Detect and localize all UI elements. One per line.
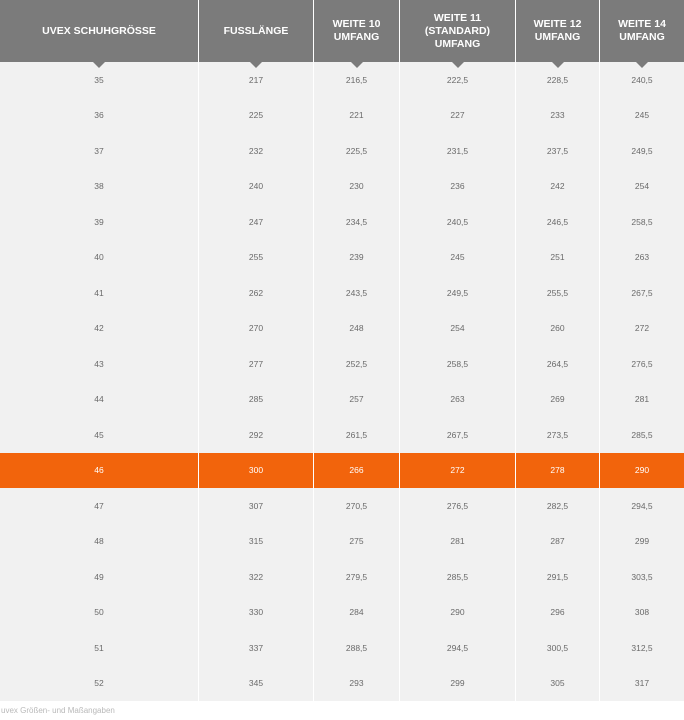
cell-foot-length: 232 bbox=[199, 133, 314, 169]
header-pointer-arrow bbox=[250, 62, 262, 68]
table-row bbox=[0, 204, 684, 240]
cell-width-12: 305 bbox=[516, 666, 600, 702]
cell-width-14: 299 bbox=[600, 524, 684, 560]
column-header-shoe-size bbox=[0, 0, 199, 62]
cell-width-10: 234,5 bbox=[314, 204, 400, 240]
cell-shoe-size: 37 bbox=[0, 133, 199, 169]
cell-width-10: 293 bbox=[314, 666, 400, 702]
table-row bbox=[0, 417, 684, 453]
cell-width-10: 257 bbox=[314, 382, 400, 418]
table-row bbox=[0, 275, 684, 311]
cell-width-10: 221 bbox=[314, 98, 400, 134]
cell-width-14: 308 bbox=[600, 595, 684, 631]
cell-width-11: 245 bbox=[400, 240, 516, 276]
cell-foot-length: 322 bbox=[199, 559, 314, 595]
cell-width-14: 245 bbox=[600, 98, 684, 134]
cell-width-11: 258,5 bbox=[400, 346, 516, 382]
cell-shoe-size: 44 bbox=[0, 382, 199, 418]
cell-shoe-size: 51 bbox=[0, 630, 199, 666]
cell-width-10: 230 bbox=[314, 169, 400, 205]
header-row bbox=[0, 0, 684, 62]
cell-width-10: 225,5 bbox=[314, 133, 400, 169]
cell-width-10: 239 bbox=[314, 240, 400, 276]
cell-width-14: 290 bbox=[600, 453, 684, 489]
cell-width-14: 285,5 bbox=[600, 417, 684, 453]
cell-foot-length: 307 bbox=[199, 488, 314, 524]
cell-width-11: 254 bbox=[400, 311, 516, 347]
cell-foot-length: 217 bbox=[199, 62, 314, 98]
cell-width-14: 272 bbox=[600, 311, 684, 347]
cell-shoe-size: 36 bbox=[0, 98, 199, 134]
cell-width-14: 258,5 bbox=[600, 204, 684, 240]
header-pointer-arrow bbox=[93, 62, 105, 68]
cell-width-11: 294,5 bbox=[400, 630, 516, 666]
column-header-width-12 bbox=[516, 0, 600, 62]
cell-width-11: 272 bbox=[400, 453, 516, 489]
table-row bbox=[0, 488, 684, 524]
cell-width-11: 299 bbox=[400, 666, 516, 702]
header-pointer-arrow bbox=[452, 62, 464, 68]
cell-foot-length: 225 bbox=[199, 98, 314, 134]
cell-width-14: 281 bbox=[600, 382, 684, 418]
cell-width-12: 282,5 bbox=[516, 488, 600, 524]
cell-width-11: 240,5 bbox=[400, 204, 516, 240]
cell-width-11: 227 bbox=[400, 98, 516, 134]
cell-foot-length: 315 bbox=[199, 524, 314, 560]
column-header-width-11 bbox=[400, 0, 516, 62]
cell-shoe-size: 50 bbox=[0, 595, 199, 631]
cell-width-12: 273,5 bbox=[516, 417, 600, 453]
cell-shoe-size: 46 bbox=[0, 453, 199, 489]
cell-shoe-size: 52 bbox=[0, 666, 199, 702]
column-header-label: UVEX SCHUHGRÖSSE bbox=[42, 24, 156, 37]
column-header-label: FUSSLÄNGE bbox=[223, 24, 289, 37]
cell-width-12: 233 bbox=[516, 98, 600, 134]
table-row bbox=[0, 169, 684, 205]
cell-width-10: 284 bbox=[314, 595, 400, 631]
cell-width-11: 267,5 bbox=[400, 417, 516, 453]
cell-width-11: 222,5 bbox=[400, 62, 516, 98]
cell-width-10: 275 bbox=[314, 524, 400, 560]
cell-width-12: 287 bbox=[516, 524, 600, 560]
cell-width-12: 300,5 bbox=[516, 630, 600, 666]
cell-foot-length: 247 bbox=[199, 204, 314, 240]
table-row bbox=[0, 98, 684, 134]
cell-width-10: 288,5 bbox=[314, 630, 400, 666]
cell-shoe-size: 41 bbox=[0, 275, 199, 311]
cell-shoe-size: 42 bbox=[0, 311, 199, 347]
cell-width-11: 281 bbox=[400, 524, 516, 560]
cell-foot-length: 255 bbox=[199, 240, 314, 276]
table-row bbox=[0, 559, 684, 595]
table-row bbox=[0, 382, 684, 418]
cell-width-12: 296 bbox=[516, 595, 600, 631]
cell-width-11: 231,5 bbox=[400, 133, 516, 169]
cell-width-12: 255,5 bbox=[516, 275, 600, 311]
cell-width-11: 276,5 bbox=[400, 488, 516, 524]
cell-foot-length: 292 bbox=[199, 417, 314, 453]
cell-width-10: 279,5 bbox=[314, 559, 400, 595]
cell-foot-length: 337 bbox=[199, 630, 314, 666]
cell-width-12: 237,5 bbox=[516, 133, 600, 169]
table-caption: uvex Größen- und Maßangaben bbox=[1, 706, 115, 715]
table-row bbox=[0, 666, 684, 702]
table-row bbox=[0, 524, 684, 560]
cell-width-10: 261,5 bbox=[314, 417, 400, 453]
column-header-label: WEITE 10 UMFANG bbox=[332, 18, 381, 43]
column-header-width-10 bbox=[314, 0, 400, 62]
column-header-foot-length bbox=[199, 0, 314, 62]
cell-foot-length: 330 bbox=[199, 595, 314, 631]
cell-width-12: 251 bbox=[516, 240, 600, 276]
cell-foot-length: 285 bbox=[199, 382, 314, 418]
cell-width-10: 248 bbox=[314, 311, 400, 347]
cell-shoe-size: 43 bbox=[0, 346, 199, 382]
cell-shoe-size: 38 bbox=[0, 169, 199, 205]
cell-width-14: 240,5 bbox=[600, 62, 684, 98]
cell-width-14: 317 bbox=[600, 666, 684, 702]
header-pointer-arrow bbox=[636, 62, 648, 68]
cell-foot-length: 270 bbox=[199, 311, 314, 347]
table-row bbox=[0, 346, 684, 382]
cell-width-12: 228,5 bbox=[516, 62, 600, 98]
cell-width-11: 285,5 bbox=[400, 559, 516, 595]
header-pointer-arrow bbox=[552, 62, 564, 68]
cell-shoe-size: 39 bbox=[0, 204, 199, 240]
cell-width-11: 263 bbox=[400, 382, 516, 418]
cell-width-14: 294,5 bbox=[600, 488, 684, 524]
cell-width-10: 266 bbox=[314, 453, 400, 489]
cell-width-11: 249,5 bbox=[400, 275, 516, 311]
column-header-label: WEITE 11 (STANDARD) UMFANG bbox=[424, 11, 491, 50]
cell-width-12: 246,5 bbox=[516, 204, 600, 240]
table-header bbox=[0, 0, 684, 62]
cell-width-12: 269 bbox=[516, 382, 600, 418]
column-header-label: WEITE 12 UMFANG bbox=[533, 18, 582, 43]
cell-width-14: 254 bbox=[600, 169, 684, 205]
cell-width-12: 264,5 bbox=[516, 346, 600, 382]
cell-width-10: 252,5 bbox=[314, 346, 400, 382]
header-pointer-arrow bbox=[351, 62, 363, 68]
table-row bbox=[0, 311, 684, 347]
cell-foot-length: 300 bbox=[199, 453, 314, 489]
table-row bbox=[0, 133, 684, 169]
cell-foot-length: 277 bbox=[199, 346, 314, 382]
cell-width-12: 260 bbox=[516, 311, 600, 347]
cell-foot-length: 345 bbox=[199, 666, 314, 702]
cell-shoe-size: 40 bbox=[0, 240, 199, 276]
cell-width-12: 278 bbox=[516, 453, 600, 489]
cell-foot-length: 262 bbox=[199, 275, 314, 311]
cell-width-10: 270,5 bbox=[314, 488, 400, 524]
cell-width-10: 216,5 bbox=[314, 62, 400, 98]
cell-width-10: 243,5 bbox=[314, 275, 400, 311]
table-row bbox=[0, 630, 684, 666]
cell-width-11: 236 bbox=[400, 169, 516, 205]
cell-shoe-size: 48 bbox=[0, 524, 199, 560]
cell-width-14: 303,5 bbox=[600, 559, 684, 595]
column-header-label: WEITE 14 UMFANG bbox=[618, 18, 666, 43]
table-row bbox=[0, 240, 684, 276]
table-row-highlighted bbox=[0, 453, 684, 489]
cell-shoe-size: 47 bbox=[0, 488, 199, 524]
cell-width-11: 290 bbox=[400, 595, 516, 631]
cell-width-14: 312,5 bbox=[600, 630, 684, 666]
cell-shoe-size: 45 bbox=[0, 417, 199, 453]
cell-width-14: 249,5 bbox=[600, 133, 684, 169]
cell-width-14: 276,5 bbox=[600, 346, 684, 382]
cell-width-14: 267,5 bbox=[600, 275, 684, 311]
cell-width-12: 242 bbox=[516, 169, 600, 205]
cell-shoe-size: 49 bbox=[0, 559, 199, 595]
cell-width-12: 291,5 bbox=[516, 559, 600, 595]
table-body bbox=[0, 62, 684, 701]
column-header-width-14 bbox=[600, 0, 684, 62]
cell-shoe-size: 35 bbox=[0, 62, 199, 98]
cell-width-14: 263 bbox=[600, 240, 684, 276]
cell-foot-length: 240 bbox=[199, 169, 314, 205]
table-row bbox=[0, 595, 684, 631]
